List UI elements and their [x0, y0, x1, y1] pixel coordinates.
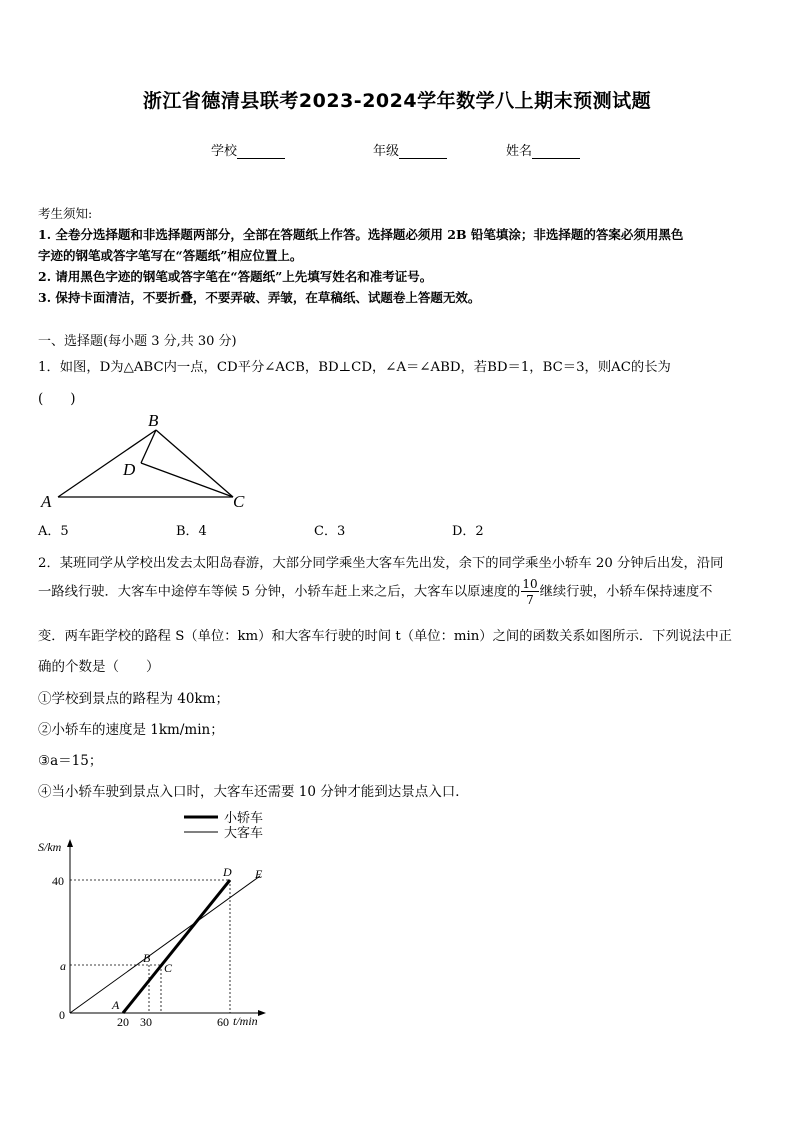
edge-bc: [156, 430, 233, 497]
q2-text-line4: 确的个数是（ ）: [38, 659, 160, 675]
fraction-denominator: 7: [526, 593, 534, 607]
tick-30: 30: [140, 1015, 152, 1029]
fraction-10-7: [521, 578, 538, 606]
q2-line2-part2: 继续行驶，小轿车保持速度不: [539, 584, 713, 600]
grade-blank[interactable]: [399, 146, 447, 159]
tick-60: 60: [217, 1015, 229, 1029]
tick-20: 20: [117, 1015, 129, 1029]
notice-heading: 考生须知:: [38, 206, 93, 221]
point-a: A: [112, 998, 120, 1012]
q1-option-c[interactable]: C．3: [314, 524, 346, 539]
y-axis-arrow: [67, 839, 73, 847]
notice-item: 字迹的钢笔或答字笔写在“答题纸”相应位置上。: [38, 248, 303, 263]
legend-car-label: 小轿车: [224, 810, 264, 825]
point-c: C: [164, 961, 173, 975]
q1-option-d[interactable]: D．2: [452, 524, 484, 539]
x-axis-arrow: [258, 1010, 266, 1016]
label-d: D: [123, 460, 136, 479]
y-axis-label: S/km: [38, 840, 62, 854]
school-field: [211, 140, 285, 159]
label-a: A: [41, 492, 52, 511]
name-label: 姓名: [506, 144, 533, 159]
label-c: C: [233, 492, 245, 511]
q2-line2-part1: 一路线行驶．大客车中途停车等候 5 分钟，小轿车赶上来之后，大客车以原速度的: [38, 584, 521, 600]
q2-text-line1: 2．某班同学从学校出发去太阳岛春游，大部分同学乘坐大客车先出发，余下的同学乘坐小轿车 20 分钟后出发，沿同: [38, 556, 724, 571]
q1-text: 1．如图，D为△ABC内一点，CD平分∠ACB，BD⊥CD，∠A＝∠ABD，若BD＝1，BC＝3，则AC的长为: [38, 360, 671, 375]
legend-bus-label: 大客车: [224, 825, 264, 840]
name-blank[interactable]: [532, 146, 580, 159]
tick-a: a: [60, 959, 66, 973]
label-b: B: [148, 411, 159, 430]
fraction-numerator: 10: [522, 577, 538, 591]
edge-dc: [141, 463, 233, 497]
grade-field: [373, 140, 447, 159]
car-line: [123, 880, 230, 1013]
q2-statement-1: ①学校到景点的路程为 40km；: [38, 691, 229, 707]
q2-statement-2: ②小轿车的速度是 1km/min；: [38, 722, 224, 738]
school-blank[interactable]: [237, 146, 285, 159]
q1-option-a[interactable]: A．5: [38, 524, 69, 539]
page-title: 浙江省德清县联考2023-2024学年数学八上期末预测试题: [142, 90, 652, 112]
point-b: B: [143, 951, 151, 965]
q1-paren: ( ): [38, 391, 76, 407]
q2-text-line2: [38, 578, 712, 606]
point-d: D: [223, 865, 232, 879]
tick-40: 40: [52, 874, 64, 888]
x-axis-label: t/min: [233, 1014, 258, 1028]
tick-origin: 0: [59, 1008, 65, 1022]
section-heading: 一、选择题(每小题 3 分,共 30 分): [38, 334, 237, 349]
point-e: E: [255, 867, 263, 881]
q2-statement-3: ③a＝15；: [38, 753, 103, 769]
notice-item: 3. 保持卡面清洁，不要折叠，不要弄破、弄皱，在草稿纸、试题卷上答题无效。: [38, 290, 481, 305]
q2-statement-4: ④当小轿车驶到景点入口时，大客车还需要 10 分钟才能到达景点入口．: [38, 784, 469, 800]
q1-option-b[interactable]: B．4: [176, 524, 207, 539]
bus-line: [70, 876, 260, 1013]
notice-item: 2. 请用黑色字迹的钢笔或答字笔在“答题纸”上先填写姓名和准考证号。: [38, 269, 433, 284]
q2-function-graph: [30, 805, 280, 1037]
name-field: [506, 140, 580, 159]
q2-text-line3: 变．两车距学校的路程 S（单位：km）和大客车行驶的时间 t（单位：min）之间的函数关系如图所示．下列说法中正: [38, 629, 732, 644]
school-label: 学校: [211, 144, 238, 159]
notice-item: 1. 全卷分选择题和非选择题两部分，全部在答题纸上作答。选择题必须用 2B 铅笔填涂；非选择题的答案必须用黑色: [38, 227, 684, 242]
grade-label: 年级: [373, 144, 400, 159]
q1-triangle-figure: [36, 408, 256, 514]
